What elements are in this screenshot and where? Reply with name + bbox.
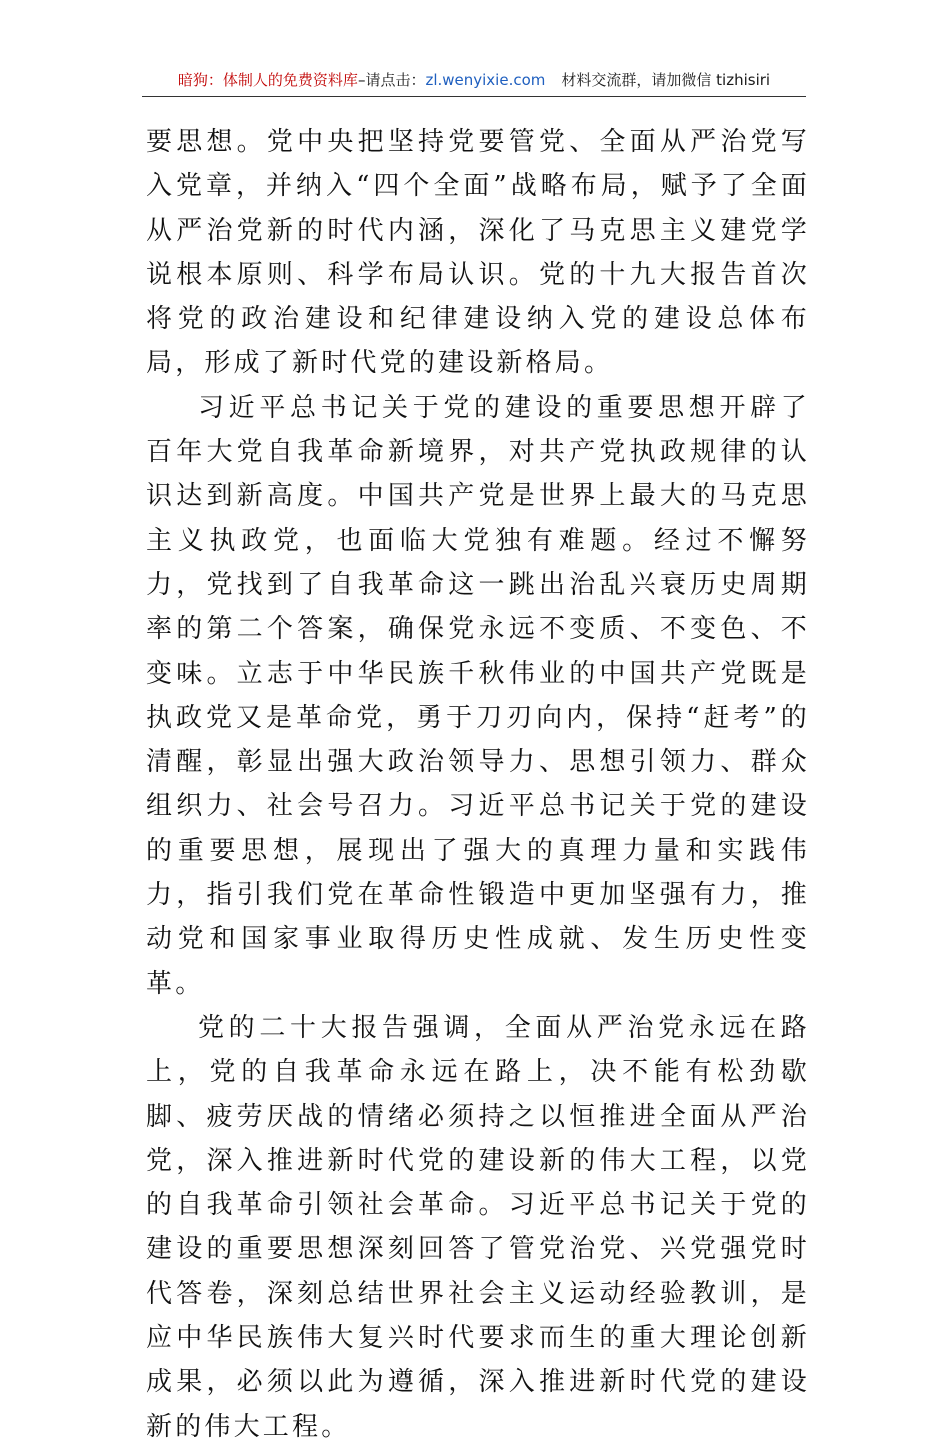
header-brand: 暗狗：体制人的免费资料库: [177, 71, 358, 89]
paragraph: 习近平总书记关于党的建设的重要思想开辟了百年大党自我革命新境界，对共产党执政规律的认识达到新高度。中国共产党是世界上最大的马克思主义执政党，也面临大党独有难题。经过不懈努力，党找到了自我革命这一跳出治乱兴衰历史周期率的第二个答案，确保党永远不变质、不变色、不变味。立志于中华民族千秋伟业的中国共产党既是执政党又是革命党，勇于刀刃向内，保持“赶考”的清醒，彰显出强大政治领导力、思想引领力、群众组织力、社会号召力。习近平总书记关于党的建设的重要思想，展现出了强大的真理力量和实践伟力，指引我们党在革命性锻造中更加坚强有力，推动党和国家事业取得历史性成就、发生历史性变革。: [146, 392, 810, 999]
header-prompt: –请点击：: [357, 71, 426, 89]
page-header: [142, 66, 806, 97]
header-contact: 材料交流群，请加微信 tizhisiri: [561, 71, 771, 89]
paragraph-continuation: 要思想。党中央把坚持党要管党、全面从严治党写入党章，并纳入“四个全面”战略布局，赋予了全面从严治党新的时代内涵，深化了马克思主义建党学说根本原则、科学布局认识。党的十九大报告首次将党的政治建设和纪律建设纳入党的建设总体布局，形成了新时代党的建设新格局。: [146, 127, 810, 379]
header-link[interactable]: zl.wenyixie.com: [425, 71, 546, 89]
paragraph: 党的二十大报告强调，全面从严治党永远在路上，党的自我革命永远在路上，决不能有松劲歇脚、疲劳厌战的情绪必须持之以恒推进全面从严治党，深入推进新时代党的建设新的伟大工程，以党的自我革命引领社会革命。习近平总书记关于党的建设的重要思想深刻回答了管党治党、兴党强党时代答卷，深刻总结世界社会主义运动经验教训，是应中华民族伟大复兴时代要求而生的重大理论创新成果，必须以此为遵循，深入推进新时代党的建设新的伟大工程。: [146, 1012, 810, 1442]
document-body: [146, 120, 810, 1449]
